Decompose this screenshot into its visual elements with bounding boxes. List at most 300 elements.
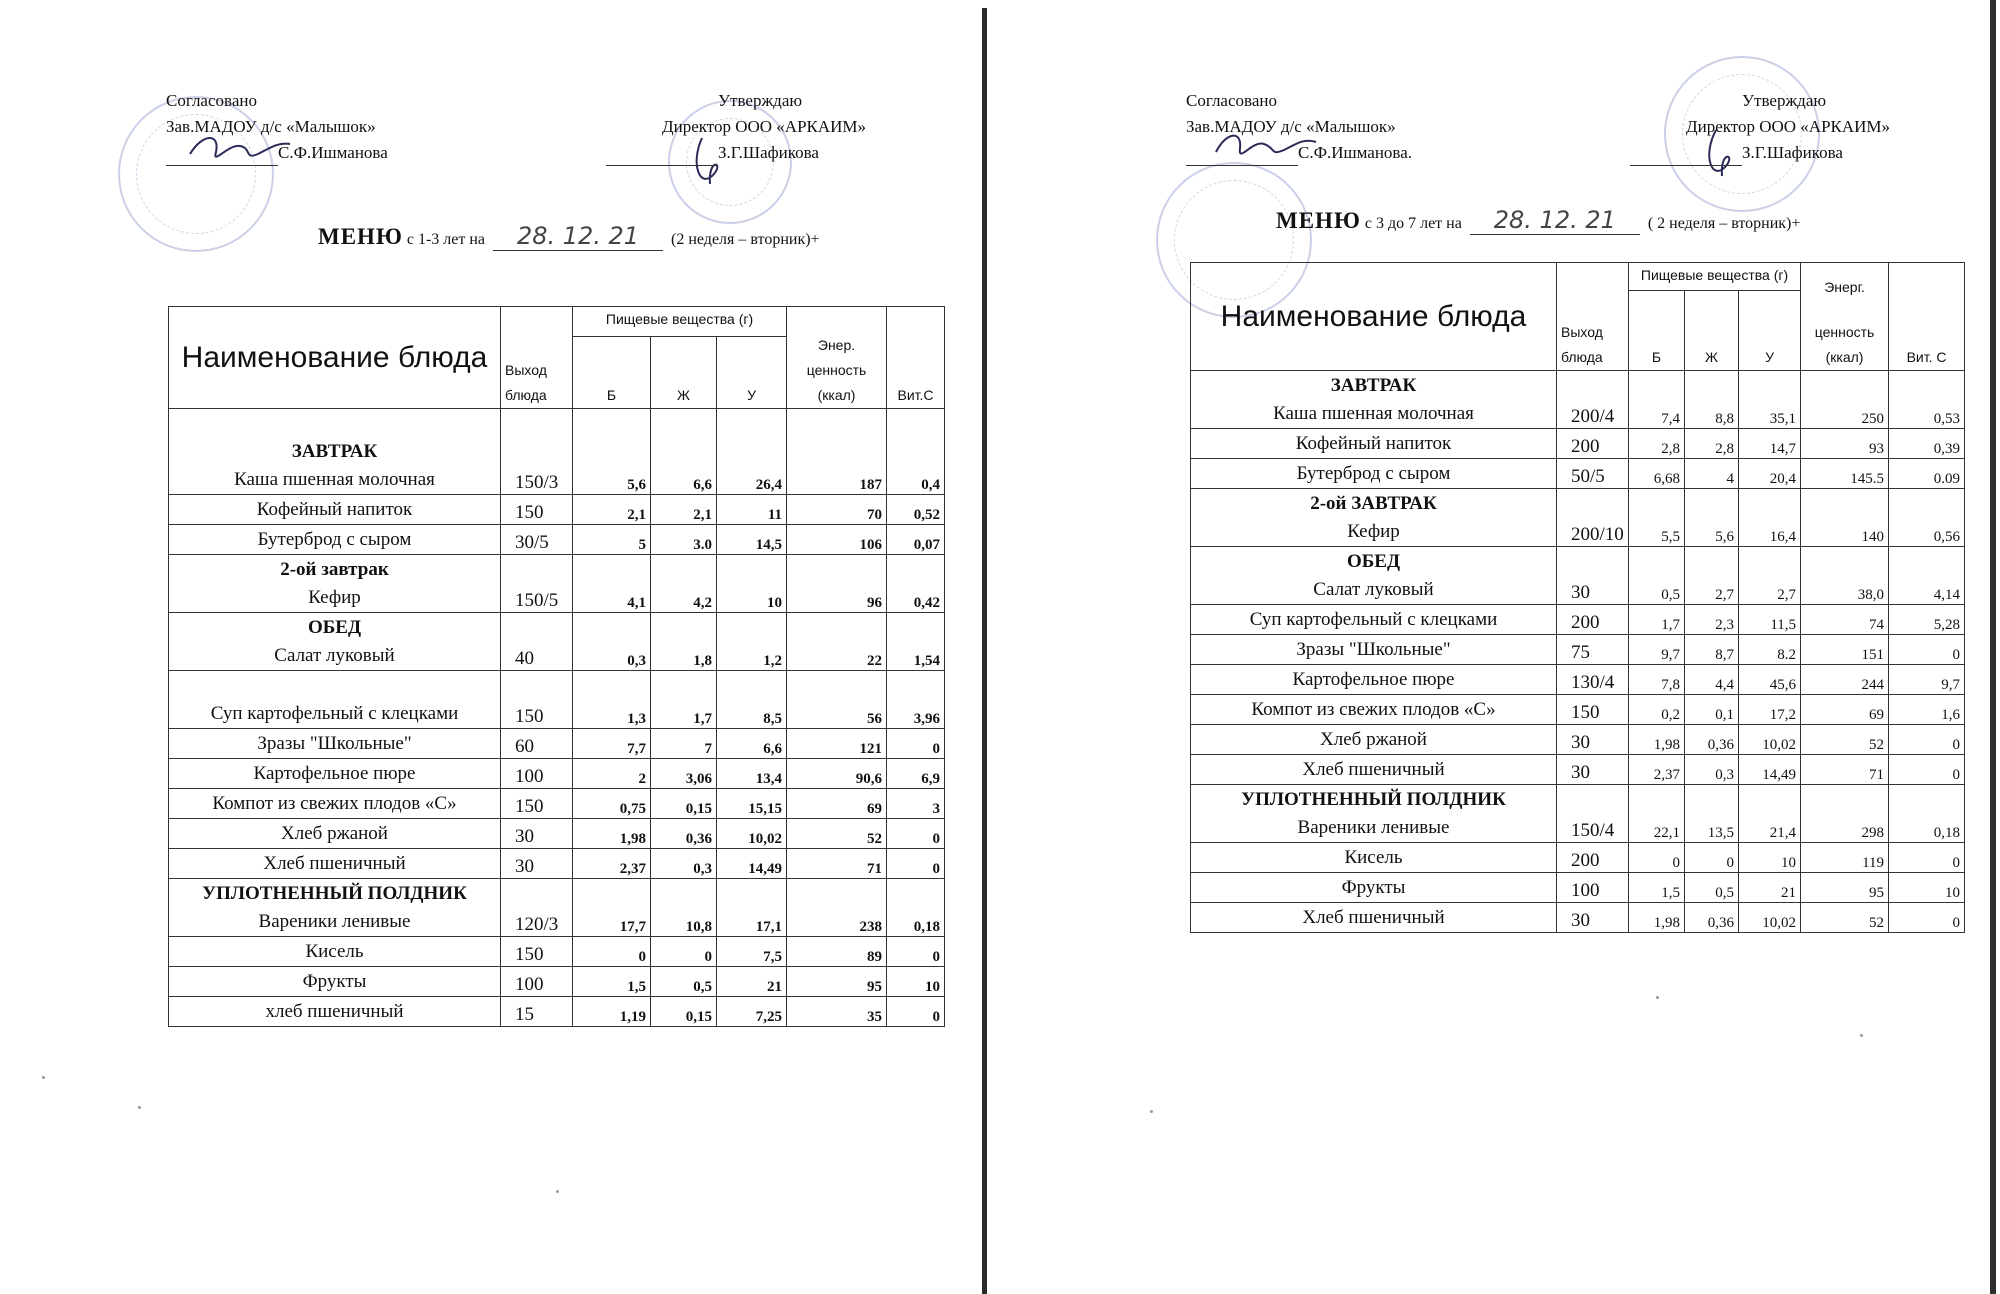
fat-cell: 4,2: [651, 555, 717, 613]
protein-cell: 0,2: [1629, 695, 1685, 725]
vitamin-c-cell: 10: [1889, 873, 1965, 903]
dish-name: Вареники ленивые: [1297, 817, 1450, 838]
approve-block: [662, 88, 866, 166]
fat-cell: 0,5: [651, 967, 717, 997]
dish-name: Кофейный напиток: [256, 499, 413, 520]
output-cell: 200: [1557, 605, 1629, 635]
energy-cell: 121: [787, 729, 887, 759]
agreed-position: Зав.МАДОУ д/с «Малышок»: [1186, 117, 1396, 136]
output-cell: 40: [501, 613, 573, 671]
table-row: [1191, 873, 1965, 903]
meal-section-title: УПЛОТНЕННЫЙ ПОЛДНИК: [1241, 789, 1506, 810]
table-row: [1191, 725, 1965, 755]
scan-speck: [1150, 1110, 1153, 1113]
scan-speck: [556, 1190, 559, 1193]
table-row: [1191, 547, 1965, 605]
table-row: [1191, 371, 1965, 429]
carbs-cell: 10,02: [717, 819, 787, 849]
fat-cell: 0,15: [651, 997, 717, 1027]
header-output: Выход блюда: [501, 307, 573, 409]
output-cell: 150: [1557, 695, 1629, 725]
output-cell: 30: [501, 849, 573, 879]
energy-cell: 74: [1801, 605, 1889, 635]
output-cell: 200: [1557, 843, 1629, 873]
agreed-name: С.Ф.Ишманова: [278, 143, 388, 162]
dish-cell: [169, 789, 501, 819]
agreed-block: [1186, 88, 1412, 166]
scan-speck: [138, 1106, 141, 1109]
fat-cell: 0,3: [1685, 755, 1739, 785]
table-row: [1191, 755, 1965, 785]
page-divider: [982, 8, 987, 1294]
dish-cell: [169, 495, 501, 525]
approve-block: [1686, 88, 1890, 166]
dish-name: Зразы "Школьные": [257, 733, 412, 754]
protein-cell: 6,68: [1629, 459, 1685, 489]
protein-cell: 7,8: [1629, 665, 1685, 695]
header-energy-top: Энерг.: [1824, 279, 1865, 295]
meal-section-title: 2-ой ЗАВТРАК: [1310, 493, 1437, 514]
fat-cell: 2,3: [1685, 605, 1739, 635]
dish-cell: [1191, 903, 1557, 933]
agreed-label: Согласовано: [166, 91, 257, 110]
approve-position: Директор ООО «АРКАИМ»: [1686, 117, 1891, 136]
dish-name: Суп картофельный с клецками: [210, 703, 459, 724]
dish-cell: [1191, 873, 1557, 903]
energy-cell: 38,0: [1801, 547, 1889, 605]
dish-cell: [1191, 785, 1557, 843]
fat-cell: 1,8: [651, 613, 717, 671]
header-fat: Ж: [1685, 291, 1739, 371]
dish-cell: [1191, 605, 1557, 635]
vitamin-c-cell: 1,6: [1889, 695, 1965, 725]
carbs-cell: 10,02: [1739, 903, 1801, 933]
energy-cell: 250: [1801, 371, 1889, 429]
protein-cell: 0: [573, 937, 651, 967]
fat-cell: 1,7: [651, 671, 717, 729]
fat-cell: 0: [1685, 843, 1739, 873]
fat-cell: 2,8: [1685, 429, 1739, 459]
carbs-cell: 17,1: [717, 879, 787, 937]
protein-cell: 9,7: [1629, 635, 1685, 665]
energy-cell: 298: [1801, 785, 1889, 843]
dish-name: Хлеб ржаной: [1320, 729, 1427, 750]
vitamin-c-cell: 3,96: [887, 671, 945, 729]
output-cell: 150/5: [501, 555, 573, 613]
dish-name: Кисель: [1344, 847, 1403, 868]
carbs-cell: 1,2: [717, 613, 787, 671]
energy-cell: 71: [1801, 755, 1889, 785]
table-row: [1191, 903, 1965, 933]
vitamin-c-cell: 0,18: [887, 879, 945, 937]
energy-cell: 52: [787, 819, 887, 849]
output-cell: 150/4: [1557, 785, 1629, 843]
table-row: [169, 819, 945, 849]
table-row: [169, 879, 945, 937]
protein-cell: 2,8: [1629, 429, 1685, 459]
meal-section-title: ОБЕД: [1346, 551, 1401, 572]
energy-cell: 145.5: [1801, 459, 1889, 489]
protein-cell: 7,7: [573, 729, 651, 759]
fat-cell: 0,36: [1685, 903, 1739, 933]
protein-cell: 1,98: [573, 819, 651, 849]
output-cell: 30: [1557, 547, 1629, 605]
table-row: [169, 525, 945, 555]
dish-cell: [1191, 843, 1557, 873]
dish-name: Фрукты: [302, 971, 367, 992]
fat-cell: 0,3: [651, 849, 717, 879]
vitamin-c-cell: 3: [887, 789, 945, 819]
dish-name: Компот из свежих плодов «С»: [212, 793, 457, 814]
fat-cell: 3.0: [651, 525, 717, 555]
fat-cell: 0,1: [1685, 695, 1739, 725]
menu-date: 28. 12. 21: [1470, 206, 1640, 235]
dish-cell: [1191, 459, 1557, 489]
dish-name: Картофельное пюре: [253, 763, 416, 784]
carbs-cell: 10: [717, 555, 787, 613]
dish-cell: [1191, 635, 1557, 665]
table-row: [169, 613, 945, 671]
dish-name: Компот из свежих плодов «С»: [1251, 699, 1496, 720]
energy-cell: 52: [1801, 725, 1889, 755]
output-cell: 60: [501, 729, 573, 759]
fat-cell: 7: [651, 729, 717, 759]
menu-table: [1190, 262, 1965, 933]
carbs-cell: 21: [717, 967, 787, 997]
output-cell: 30: [1557, 725, 1629, 755]
vitamin-c-cell: 0,56: [1889, 489, 1965, 547]
menu-word: МЕНЮ: [1276, 208, 1361, 233]
fat-cell: 10,8: [651, 879, 717, 937]
carbs-cell: 8.2: [1739, 635, 1801, 665]
header-protein: Б: [1629, 291, 1685, 371]
table-row: [169, 409, 945, 495]
dish-name: Кефир: [1347, 521, 1400, 542]
protein-cell: 1,7: [1629, 605, 1685, 635]
dish-cell: [169, 759, 501, 789]
output-cell: 30: [1557, 903, 1629, 933]
fat-cell: 0: [651, 937, 717, 967]
carbs-cell: 7,25: [717, 997, 787, 1027]
header-protein: Б: [573, 337, 651, 409]
menu-title: [1276, 206, 1800, 235]
table-row: [169, 937, 945, 967]
dish-name: Каша пшенная молочная: [1273, 403, 1474, 424]
dish-cell: [169, 729, 501, 759]
carbs-cell: 8,5: [717, 671, 787, 729]
energy-cell: 151: [1801, 635, 1889, 665]
protein-cell: 0,75: [573, 789, 651, 819]
fat-cell: 4,4: [1685, 665, 1739, 695]
vitamin-c-cell: 10: [887, 967, 945, 997]
vitamin-c-cell: 0: [887, 729, 945, 759]
scan-speck: [1860, 1034, 1863, 1037]
dish-name: Зразы "Школьные": [1296, 639, 1451, 660]
header-energy-bottom: ценность (ккал): [1814, 324, 1875, 365]
fat-cell: 0,36: [1685, 725, 1739, 755]
output-cell: 50/5: [1557, 459, 1629, 489]
approve-signature-line: [1630, 140, 1890, 166]
vitamin-c-cell: 0,07: [887, 525, 945, 555]
carbs-cell: 16,4: [1739, 489, 1801, 547]
dish-cell: [169, 613, 501, 671]
output-cell: 100: [501, 759, 573, 789]
carbs-cell: 35,1: [1739, 371, 1801, 429]
carbs-cell: 13,4: [717, 759, 787, 789]
scan-speck: [1656, 996, 1659, 999]
fat-cell: 8,8: [1685, 371, 1739, 429]
dish-name: Хлеб пшеничный: [263, 853, 406, 874]
menu-age: с 1-3 лет на: [406, 231, 486, 248]
agreed-signature-line: [166, 140, 388, 166]
vitamin-c-cell: 0,4: [887, 409, 945, 495]
menu-date: 28. 12. 21: [493, 222, 663, 251]
output-cell: 130/4: [1557, 665, 1629, 695]
fat-cell: 0,36: [651, 819, 717, 849]
vitamin-c-cell: 0: [1889, 635, 1965, 665]
meal-section-title: ЗАВТРАК: [1330, 375, 1417, 396]
table-row: [169, 789, 945, 819]
table-row: [1191, 695, 1965, 725]
dish-name: Фрукты: [1341, 877, 1406, 898]
output-cell: 150/3: [501, 409, 573, 495]
dish-cell: [169, 879, 501, 937]
dish-cell: [1191, 429, 1557, 459]
table-row: [1191, 785, 1965, 843]
protein-cell: 1,3: [573, 671, 651, 729]
energy-cell: 93: [1801, 429, 1889, 459]
menu-title: [318, 222, 820, 251]
energy-cell: 140: [1801, 489, 1889, 547]
energy-cell: 106: [787, 525, 887, 555]
energy-cell: 69: [787, 789, 887, 819]
energy-cell: 22: [787, 613, 887, 671]
fat-cell: 6,6: [651, 409, 717, 495]
approve-label: Утверждаю: [1742, 91, 1827, 110]
vitamin-c-cell: 4,14: [1889, 547, 1965, 605]
header-carbs: У: [717, 337, 787, 409]
energy-cell: 95: [1801, 873, 1889, 903]
protein-cell: 2,37: [573, 849, 651, 879]
protein-cell: 2,1: [573, 495, 651, 525]
output-cell: 150: [501, 789, 573, 819]
energy-cell: 187: [787, 409, 887, 495]
header-nutrients: Пищевые вещества (г): [1629, 263, 1801, 291]
table-row: [1191, 605, 1965, 635]
dish-cell: [1191, 371, 1557, 429]
table-row: [1191, 429, 1965, 459]
dish-name: Вареники ленивые: [258, 911, 411, 932]
dish-name: хлеб пшеничный: [265, 1001, 404, 1022]
dish-cell: [169, 967, 501, 997]
table-row: [1191, 489, 1965, 547]
dish-name: Кисель: [305, 941, 364, 962]
output-cell: 30: [1557, 755, 1629, 785]
carbs-cell: 20,4: [1739, 459, 1801, 489]
vitamin-c-cell: 0: [1889, 725, 1965, 755]
dish-cell: [169, 997, 501, 1027]
dish-name: Хлеб пшеничный: [1302, 759, 1445, 780]
agreed-signature-line: [1186, 140, 1412, 166]
output-cell: 150: [501, 671, 573, 729]
dish-cell: [169, 849, 501, 879]
protein-cell: 17,7: [573, 879, 651, 937]
dish-name: Хлеб ржаной: [281, 823, 388, 844]
energy-cell: 244: [1801, 665, 1889, 695]
protein-cell: 5,6: [573, 409, 651, 495]
dish-cell: [1191, 695, 1557, 725]
dish-cell: [1191, 489, 1557, 547]
protein-cell: 4,1: [573, 555, 651, 613]
vitamin-c-cell: 0,39: [1889, 429, 1965, 459]
fat-cell: 0,15: [651, 789, 717, 819]
table-row: [169, 671, 945, 729]
table-row: [169, 555, 945, 613]
carbs-cell: 14,49: [717, 849, 787, 879]
approve-position: Директор ООО «АРКАИМ»: [662, 117, 867, 136]
fat-cell: 5,6: [1685, 489, 1739, 547]
header-energy: Энер. ценность (ккал): [787, 307, 887, 409]
vitamin-c-cell: 0,18: [1889, 785, 1965, 843]
menu-age: с 3 до 7 лет на: [1364, 215, 1462, 232]
table-row: [1191, 459, 1965, 489]
header-output: Выход блюда: [1557, 263, 1629, 371]
dish-name: Картофельное пюре: [1292, 669, 1455, 690]
protein-cell: 1,98: [1629, 903, 1685, 933]
carbs-cell: 45,6: [1739, 665, 1801, 695]
dish-cell: [169, 671, 501, 729]
energy-cell: 95: [787, 967, 887, 997]
output-cell: 120/3: [501, 879, 573, 937]
table-row: [169, 495, 945, 525]
energy-cell: 96: [787, 555, 887, 613]
output-cell: 30: [501, 819, 573, 849]
menu-table: [168, 306, 945, 1027]
energy-cell: 69: [1801, 695, 1889, 725]
menu-suffix: ( 2 неделя – вторник)+: [1647, 215, 1801, 232]
protein-cell: 0,3: [573, 613, 651, 671]
carbs-cell: 10: [1739, 843, 1801, 873]
vitamin-c-cell: 0: [887, 819, 945, 849]
meal-section-title: ЗАВТРАК: [291, 441, 378, 462]
carbs-cell: 21: [1739, 873, 1801, 903]
carbs-cell: 11,5: [1739, 605, 1801, 635]
vitamin-c-cell: 0: [887, 937, 945, 967]
fat-cell: 4: [1685, 459, 1739, 489]
fat-cell: 2,7: [1685, 547, 1739, 605]
fat-cell: 3,06: [651, 759, 717, 789]
dish-name: Бутерброд с сыром: [1296, 463, 1451, 484]
menu-page-preschool: [990, 0, 2000, 1294]
dish-cell: [169, 937, 501, 967]
protein-cell: 2,37: [1629, 755, 1685, 785]
dish-name: Каша пшенная молочная: [234, 469, 435, 490]
dish-name: Бутерброд с сыром: [257, 529, 412, 550]
table-row: [1191, 635, 1965, 665]
dish-cell: [1191, 755, 1557, 785]
approve-name: З.Г.Шафикова: [718, 143, 819, 162]
fat-cell: 0,5: [1685, 873, 1739, 903]
energy-cell: 35: [787, 997, 887, 1027]
table-row: [169, 759, 945, 789]
carbs-cell: 14,7: [1739, 429, 1801, 459]
dish-cell: [169, 555, 501, 613]
header-vitamin-c: Вит.С: [887, 307, 945, 409]
energy-cell: 71: [787, 849, 887, 879]
output-cell: 150: [501, 937, 573, 967]
vitamin-c-cell: 1,54: [887, 613, 945, 671]
carbs-cell: 7,5: [717, 937, 787, 967]
vitamin-c-cell: 0: [887, 849, 945, 879]
output-cell: 100: [1557, 873, 1629, 903]
vitamin-c-cell: 9,7: [1889, 665, 1965, 695]
energy-cell: 119: [1801, 843, 1889, 873]
header-carbs: У: [1739, 291, 1801, 371]
table-row: [1191, 665, 1965, 695]
dish-cell: [1191, 665, 1557, 695]
dish-name: Салат луковый: [274, 645, 395, 666]
dish-cell: [169, 409, 501, 495]
carbs-cell: 6,6: [717, 729, 787, 759]
vitamin-c-cell: 6,9: [887, 759, 945, 789]
header-vitamin-c: Вит. С: [1889, 263, 1965, 371]
dish-cell: [169, 525, 501, 555]
carbs-cell: 14,49: [1739, 755, 1801, 785]
menu-word: МЕНЮ: [318, 224, 403, 249]
dish-name: Кефир: [308, 587, 361, 608]
vitamin-c-cell: 0: [1889, 843, 1965, 873]
carbs-cell: 11: [717, 495, 787, 525]
page-edge: [1990, 0, 1996, 1294]
protein-cell: 0,5: [1629, 547, 1685, 605]
protein-cell: 22,1: [1629, 785, 1685, 843]
dish-name: Суп картофельный с клецками: [1249, 609, 1498, 630]
vitamin-c-cell: 0: [887, 997, 945, 1027]
table-row: [169, 729, 945, 759]
protein-cell: 2: [573, 759, 651, 789]
dish-cell: [1191, 547, 1557, 605]
fat-cell: 13,5: [1685, 785, 1739, 843]
menu-table-body: [169, 409, 945, 1027]
scan-speck: [42, 1076, 45, 1079]
table-row: [169, 997, 945, 1027]
agreed-name: С.Ф.Ишманова.: [1298, 143, 1413, 162]
dish-cell: [1191, 725, 1557, 755]
meal-section-title: УПЛОТНЕННЫЙ ПОЛДНИК: [202, 883, 467, 904]
meal-section-title: ОБЕД: [307, 617, 362, 638]
output-cell: 150: [501, 495, 573, 525]
output-cell: 30/5: [501, 525, 573, 555]
approve-signature-line: [606, 140, 866, 166]
dish-cell: [169, 819, 501, 849]
meal-section-title: 2-ой завтрак: [280, 559, 389, 580]
output-cell: 100: [501, 967, 573, 997]
approve-name: З.Г.Шафикова: [1742, 143, 1843, 162]
dish-name: Кофейный напиток: [1295, 433, 1452, 454]
protein-cell: 1,19: [573, 997, 651, 1027]
output-cell: 200: [1557, 429, 1629, 459]
vitamin-c-cell: 0: [1889, 755, 1965, 785]
header-dish-name: Наименование блюда: [169, 307, 501, 409]
vitamin-c-cell: 0,52: [887, 495, 945, 525]
protein-cell: 1,98: [1629, 725, 1685, 755]
carbs-cell: 26,4: [717, 409, 787, 495]
dish-name: Хлеб пшеничный: [1302, 907, 1445, 928]
output-cell: 200/10: [1557, 489, 1629, 547]
menu-suffix: (2 неделя – вторник)+: [671, 231, 820, 248]
fat-cell: 2,1: [651, 495, 717, 525]
carbs-cell: 10,02: [1739, 725, 1801, 755]
